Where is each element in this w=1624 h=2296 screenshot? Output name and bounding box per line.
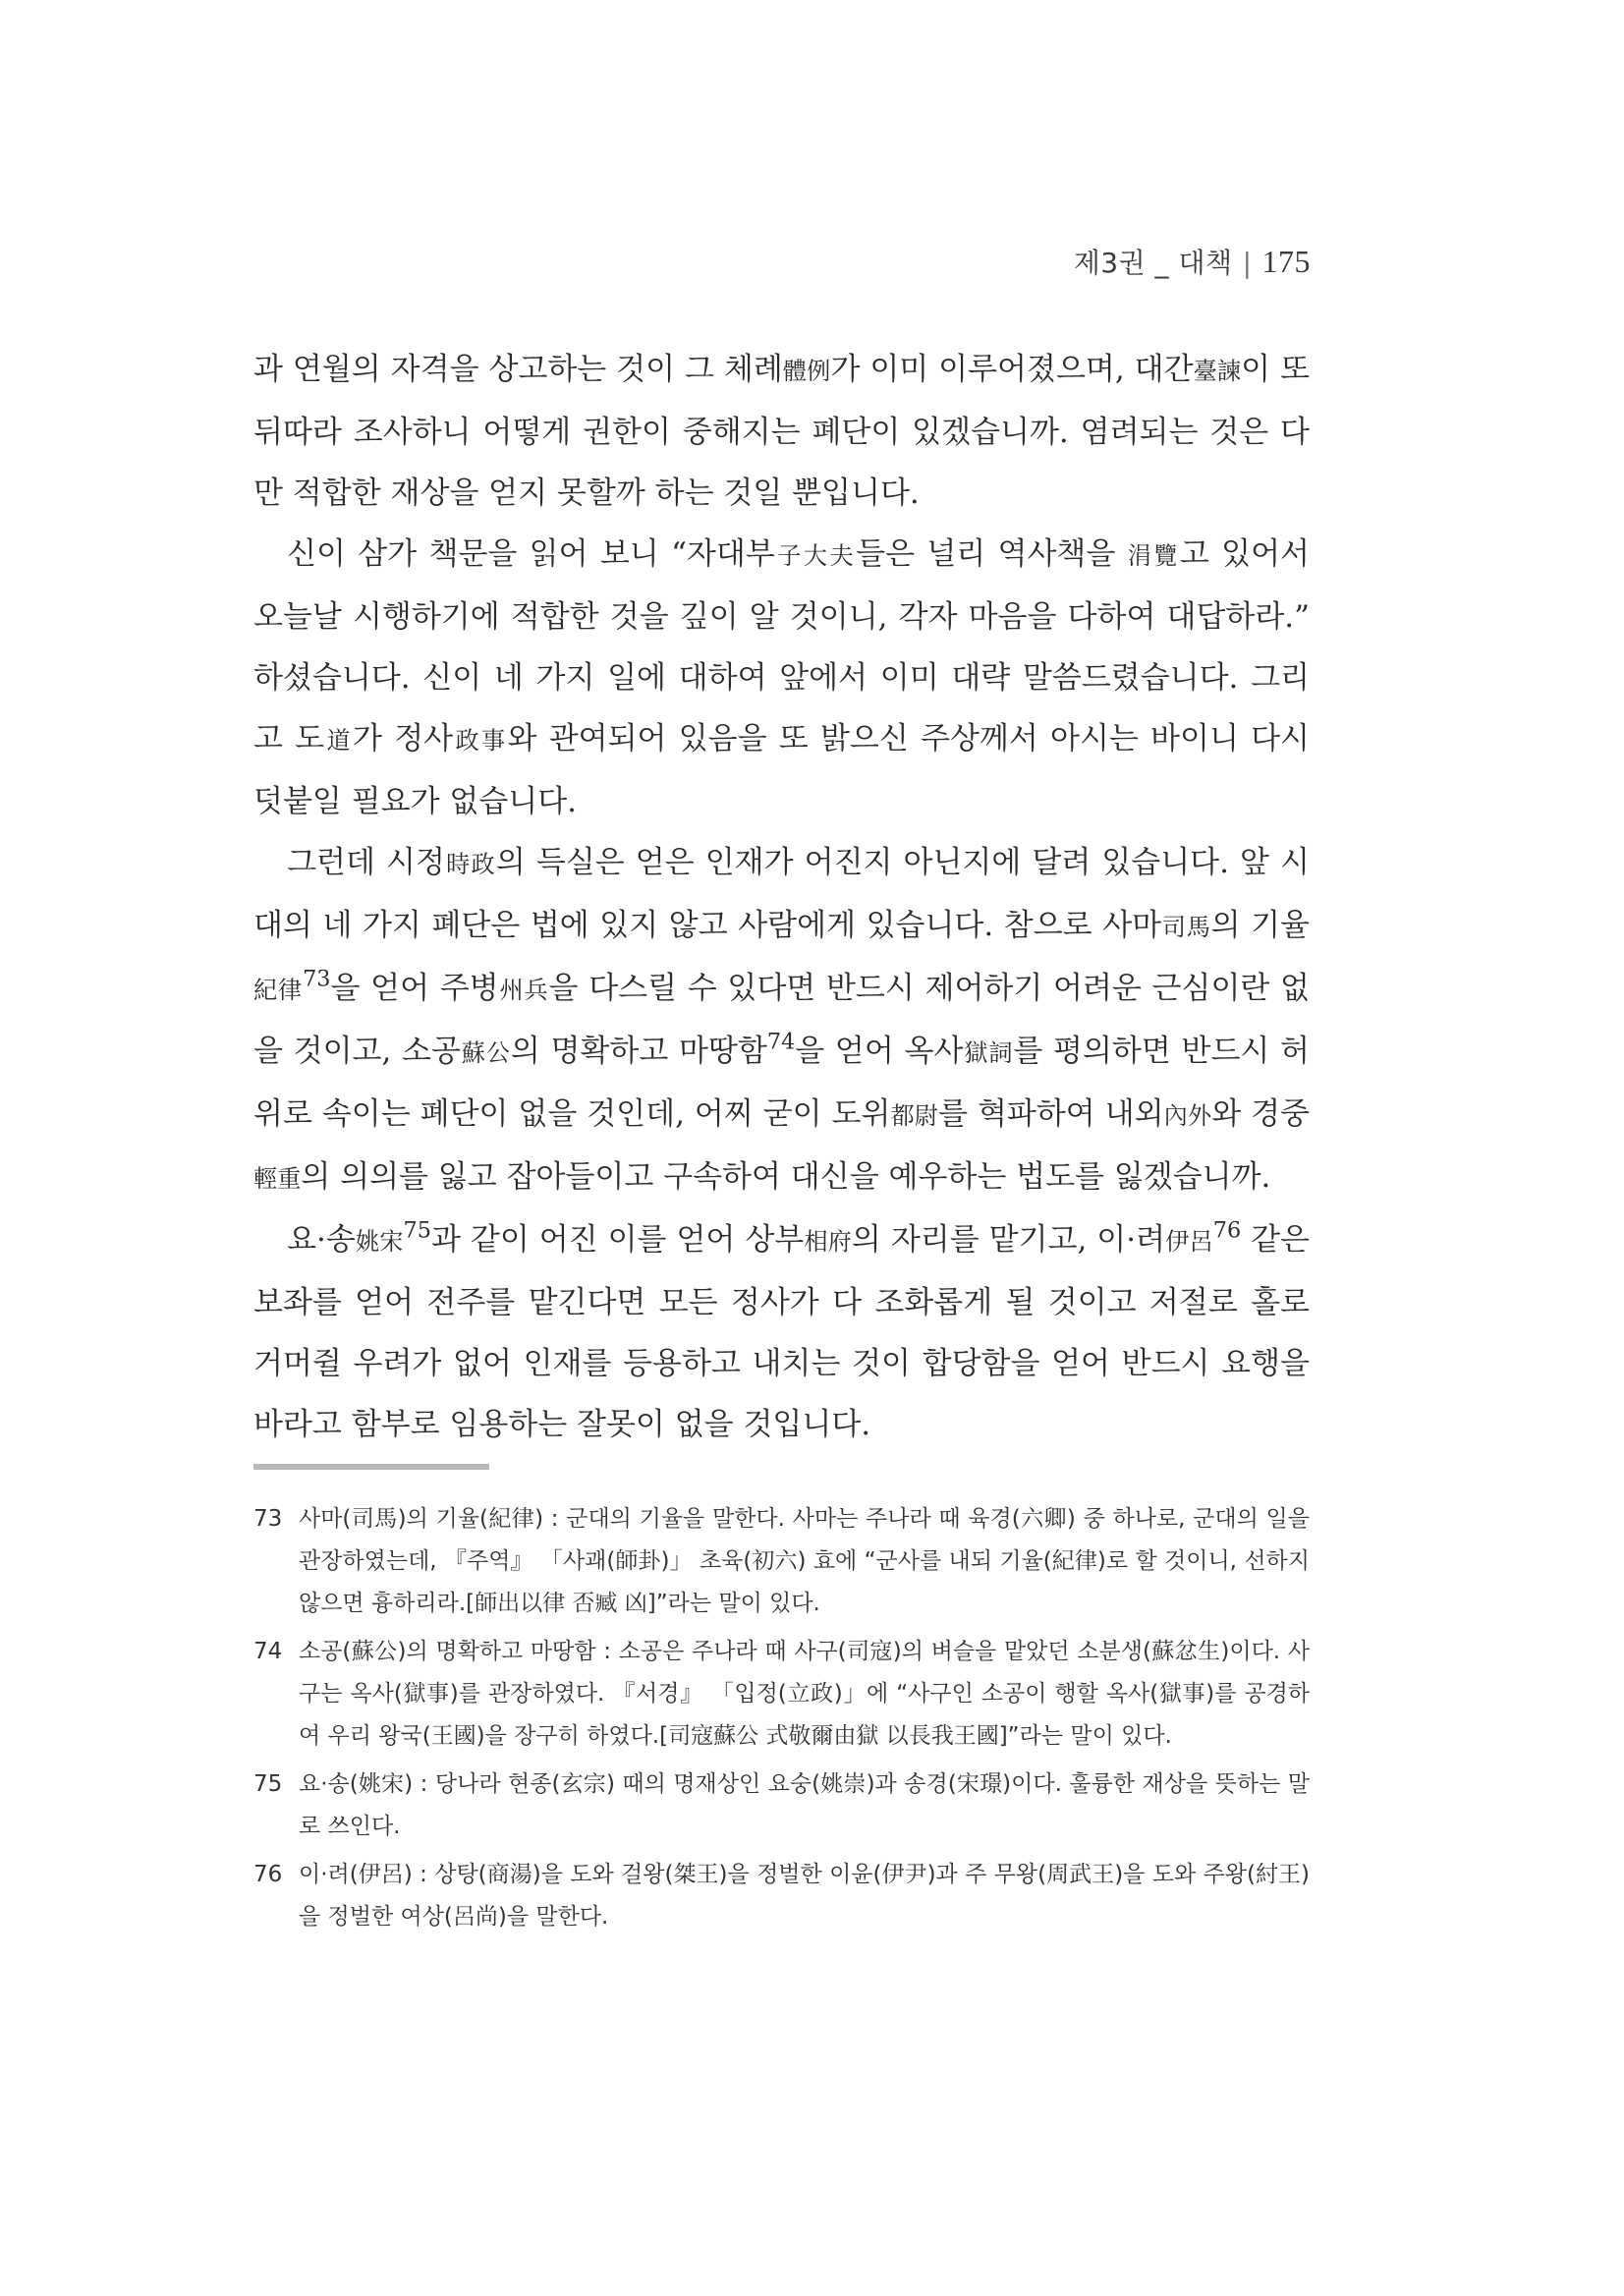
hanja-gloss: 臺諫 — [1193, 358, 1242, 385]
hanja-gloss: 州兵 — [498, 977, 549, 1004]
text-run: 을 얻어 주병 — [330, 971, 499, 1006]
hanja-gloss: 輕重 — [253, 1165, 302, 1193]
footnote-text: 사마(司馬)의 기율(紀律) : 군대의 기율을 말한다. 사마는 주나라 때 육경(六卿) 중 하나로, 군대의 일을 관장하였는데, 『주역』 「사괘(師卦)」 초육(初六) 효에 “군사를 내되 기율(紀律)로 할 것이니, 선하지 않으면 흉하리라.[師出以律 否臧 凶]”라는 말이 있다. — [299, 1506, 1310, 1616]
running-title: 제3권 _ 대책 — [1073, 247, 1233, 279]
text-run: 요·송 — [287, 1222, 356, 1258]
text-run: 가 정사 — [353, 721, 454, 756]
footnote-74 — [253, 1631, 1310, 1758]
paragraph-4 — [253, 1209, 1310, 1455]
hanja-gloss: 都尉 — [890, 1102, 939, 1130]
footnote-76 — [253, 1854, 1310, 1938]
text-run: 의 자리를 맡기고, 이·려 — [851, 1222, 1166, 1258]
text-run: 의 득실은 얻은 인재가 어진지 아닌지에 달려 있습니다. 앞 시대의 네 가지 폐단은 법에 있지 않고 사람에게 있습니다. 참으로 사마 — [253, 845, 1310, 943]
footnote-divider — [253, 1464, 489, 1470]
footnote-ref-73: 73 — [303, 966, 331, 992]
hanja-gloss: 司馬 — [1161, 914, 1211, 941]
hanja-gloss: 體例 — [782, 358, 831, 385]
footnote-number: 73 — [253, 1506, 283, 1532]
text-run: 를 혁파하여 내외 — [938, 1096, 1164, 1132]
footnotes — [253, 1498, 1310, 1944]
paragraph-1 — [253, 339, 1310, 524]
hanja-gloss: 伊呂 — [1165, 1228, 1213, 1256]
text-run: 를 평의하면 반드시 허위로 속이는 폐단이 없을 것인데, 어찌 굳이 도위 — [253, 1034, 1311, 1132]
footnote-number: 74 — [253, 1639, 283, 1664]
text-run: 들은 널리 역사책을 — [856, 536, 1128, 572]
text-run: 을 다스릴 수 있다면 반드시 제어하기 어려운 근심이란 없을 것이고, 소공 — [253, 971, 1310, 1069]
hanja-gloss: 涓覽 — [1127, 542, 1180, 570]
running-header — [1074, 242, 1311, 281]
text-run: 가 이미 이루어졌으며, 대간 — [830, 352, 1194, 387]
text-run: 의 기율 — [1210, 908, 1311, 943]
text-run: 의 의의를 잃고 잡아들이고 구속하여 대신을 예우하는 법도를 잃겠습니까. — [301, 1159, 1271, 1195]
hanja-gloss: 子大夫 — [774, 542, 857, 570]
text-run: 이 또 뒤따라 조사하니 어떻게 권한이 중해지는 폐단이 있겠습니까. 염려되는 것은 다만 적합한 재상을 얻지 못할까 하는 것일 뿐입니다. — [253, 352, 1311, 511]
footnote-ref-76: 76 — [1212, 1217, 1242, 1244]
text-run: 과 같이 어진 이를 얻어 상부 — [430, 1222, 805, 1258]
footnote-text: 요·송(姚宋) : 당나라 현종(玄宗) 때의 명재상인 요숭(姚崇)과 송경(宋璟)이다. 훌륭한 재상을 뜻하는 말로 쓰인다. — [299, 1771, 1310, 1839]
footnote-text: 소공(蘇公)의 명확하고 마땅함 : 소공은 주나라 때 사구(司寇)의 벼슬을 맡았던 소분생(蘇忿生)이다. 사구는 옥사(獄事)를 관장하였다. 『서경』 「입정(立政)」에 “사구인 소공이 행할 옥사(獄事)를 공경하여 우리 왕국(王國)을 장구히 하였다.[司寇蘇公 式敬爾由獄 以長我王國]”라는 말이 있다. — [299, 1639, 1310, 1749]
hanja-gloss: 紀律 — [253, 977, 304, 1004]
text-run: 와 경중 — [1211, 1096, 1311, 1132]
footnote-number: 76 — [253, 1862, 283, 1887]
hanja-gloss: 時政 — [444, 851, 496, 878]
text-run: 같은 보좌를 얻어 전주를 맡긴다면 모든 정사가 다 조화롭게 될 것이고 저절로 홀로 거머쥘 우려가 없어 인재를 등용하고 내치는 것이 합당함을 얻어 반드시 요행을 바라고 함부로 임용하는 잘못이 없을 것입니다. — [253, 1222, 1311, 1442]
page-number: 175 — [1261, 244, 1311, 279]
footnote-75 — [253, 1764, 1310, 1848]
text-run: 의 명확하고 마땅함 — [510, 1034, 767, 1069]
footnote-text: 이·려(伊呂) : 상탕(商湯)을 도와 걸왕(桀王)을 정벌한 이윤(伊尹)과 주 무왕(周武王)을 도와 주왕(紂王)을 정벌한 여상(呂尚)을 말한다. — [299, 1862, 1310, 1930]
hanja-gloss: 蘇公 — [460, 1039, 511, 1067]
paragraph-2 — [253, 524, 1310, 832]
text-run: 과 연월의 자격을 상고하는 것이 그 체례 — [253, 352, 783, 387]
footnote-73 — [253, 1498, 1310, 1625]
hanja-gloss: 政事 — [453, 727, 508, 755]
text-run: 을 얻어 옥사 — [795, 1034, 964, 1069]
text-run: 신이 삼가 책문을 읽어 보니 “자대부 — [287, 536, 775, 572]
hanja-gloss: 獄詞 — [963, 1039, 1014, 1067]
footnote-ref-74: 74 — [766, 1029, 796, 1055]
hanja-gloss: 相府 — [804, 1228, 852, 1256]
header-separator: | — [1242, 247, 1253, 279]
paragraph-3 — [253, 832, 1310, 1209]
footnote-ref-75: 75 — [403, 1217, 431, 1244]
hanja-gloss: 道 — [324, 727, 354, 755]
hanja-gloss: 姚宋 — [355, 1228, 404, 1256]
main-text — [253, 339, 1310, 1455]
text-run: 와 관여되어 있음을 또 밝으신 주상께서 아시는 바이니 다시 덧붙일 필요가 없습니다. — [253, 721, 1311, 819]
text-run: 고 있어서 오늘날 시행하기에 적합한 것을 깊이 알 것이니, 각자 마음을 다하여 대답하라.” 하셨습니다. 신이 네 가지 일에 대하여 앞에서 이미 대략 말씀드렸습니다. 그리고 도 — [253, 536, 1311, 756]
footnote-number: 75 — [253, 1771, 283, 1797]
text-run: 그런데 시정 — [287, 845, 445, 880]
hanja-gloss: 內外 — [1163, 1102, 1212, 1130]
